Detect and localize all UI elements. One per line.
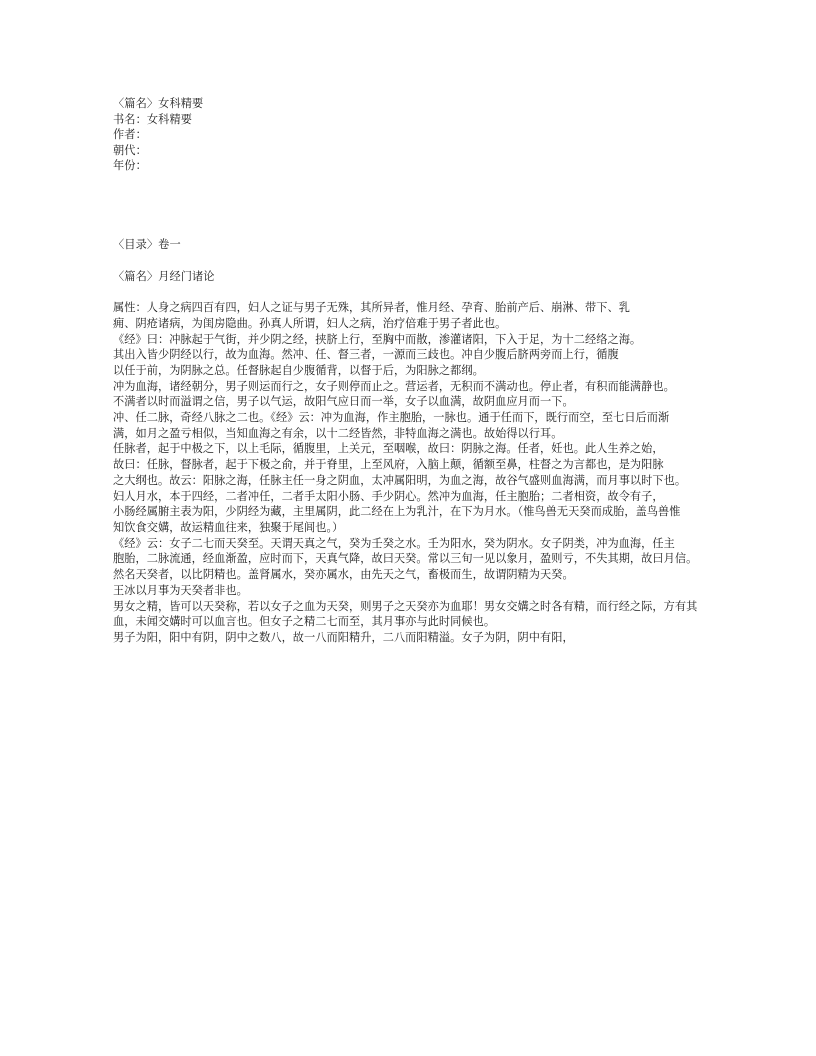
header-spacer	[113, 174, 713, 237]
body-line: 王冰以月事为天癸者非也。	[113, 583, 248, 597]
body-line: 妇人月水，本于四经，二者冲任，二者手太阳小肠、手少阴心。然冲为血海，任主胞胎；二者相资，故令有子，	[113, 489, 664, 503]
body-line: 血，未闻交媾时可以血言也。但女子之精二七而至，其月事亦与此时同候也。	[113, 615, 496, 629]
document-header	[113, 96, 713, 174]
body-line: 冲、任二脉，奇经八脉之二也。《经》云：冲为血海，作主胞胎，一脉也。通于任而下，既行而空，至七日后而渐	[113, 411, 670, 425]
body-line: 男女之精，皆可以天癸称，若以女子之血为天癸，则男子之天癸亦为血耶！男女交媾之时各有精，而行经之际，方有其	[113, 599, 698, 613]
body-line: 之大纲也。故云：阳脉之海，任脉主任一身之阴血，太冲属阳明，为血之海，故谷气盛则血海满，而月事以时下也。	[113, 473, 687, 487]
body-line: 其出入皆少阴经以行，故为血海。然冲、任、督三者，一源而三歧也。冲自少腹后脐两旁而上行，循腹	[113, 348, 619, 362]
body-line: 故曰：任脉，督脉者，起于下极之俞，并于脊里，上至风府，入脑上颠，循额至鼻，柱督之为言都也，是为阳脉	[113, 458, 664, 472]
body-line: 不满者以时而溢谓之信，男子以气运，故阳气应日而一举，女子以血满，故阴血应月而一下。	[113, 395, 574, 409]
body-line: 男子为阳，阳中有阴，阴中之数八，故一八而阳精升，二八而阳精溢。女子为阴，阴中有阳，	[113, 630, 574, 644]
body-line: 任脉者，起于中极之下，以上毛际，循腹里，上关元，至咽喉，故曰：阴脉之海。任者，妊也。此人生养之始，	[113, 442, 664, 456]
body-line: 小肠经属腑主表为阳，少阴经为藏，主里属阴，此二经在上为乳汁，在下为月水。（惟鸟兽无天癸而成胎，盖鸟兽惟	[113, 505, 681, 519]
body-line: 属性：人身之病四百有四，妇人之证与男子无殊，其所异者，惟月经、孕育、胎前产后、崩淋、带下、乳	[113, 301, 630, 315]
body-line: 《经》云：女子二七而天癸至。天谓天真之气，癸为壬癸之水。壬为阳水，癸为阴水。女子阴类，冲为血海，任主	[113, 536, 675, 550]
body-line: 冲为血海，诸经朝分，男子则运而行之，女子则停而止之。营运者，无积而不满动也。停止者，有积而能满静也。	[113, 379, 675, 393]
book-name-label: 书名：女科精要	[113, 112, 193, 126]
body-line: 知饮食交媾，故运精血往来，独聚于尾闾也。）	[113, 521, 344, 534]
toc-marker: 〈目录〉卷一	[113, 237, 181, 251]
body-line: 痈、阴疮诸病，为闺房隐曲。孙真人所谓，妇人之病，治疗倍难于男子者此也。	[113, 316, 507, 330]
toc-spacer	[113, 253, 713, 269]
year-label: 年份：	[113, 159, 147, 173]
body-line: 以任于前，为阴脉之总。任督脉起自少腹循背，以督于后，为阳脉之都纲。	[113, 363, 484, 377]
document-content	[113, 96, 713, 646]
dynasty-label: 朝代：	[113, 143, 147, 157]
body-line: 然名天癸者，以比阴精也。盖肾属水，癸亦属水，由先天之气，畜极而生，故谓阴精为天癸。	[113, 568, 574, 582]
body-line: 满，如月之盈亏相似，当知血海之有余，以十二经皆然，非特血海之满也。故始得以行耳。	[113, 426, 563, 440]
author-label: 作者：	[113, 128, 147, 142]
section-marker: 〈篇名〉月经门诸论	[113, 269, 215, 283]
body-line: 胞胎，二脉流通，经血渐盈，应时而下，天真气降，故曰天癸。常以三旬一见以象月，盈则亏，不失其期，故曰月信。	[113, 552, 698, 566]
body-line: 《经》曰：冲脉起于气街，并少阴之经，挟脐上行，至胸中而散，渗灌诸阳，下入于足，为十二经络之海。	[113, 332, 642, 346]
title-marker: 〈篇名〉女科精要	[113, 97, 204, 110]
body-text	[113, 300, 713, 645]
